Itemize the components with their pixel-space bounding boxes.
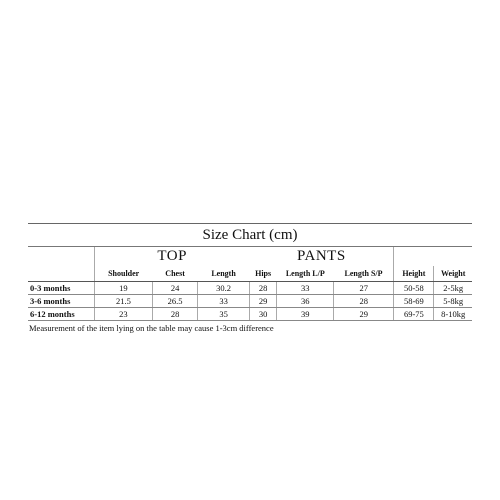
row-label: 6-12 months [28, 308, 94, 321]
table-cell: 27 [334, 282, 394, 295]
table-cell: 28 [249, 282, 276, 295]
table-cell: 33 [277, 282, 334, 295]
table-cell: 21.5 [94, 295, 152, 308]
row-label: 0-3 months [28, 282, 94, 295]
table-row [28, 282, 472, 295]
table-cell: 30 [249, 308, 276, 321]
table-cell: 19 [94, 282, 152, 295]
header-cell-length: Length [198, 266, 250, 282]
table-cell: 33 [198, 295, 250, 308]
header-cell-weight: Weight [434, 266, 472, 282]
table-cell: 69-75 [394, 308, 434, 321]
table-cell: 58-69 [394, 295, 434, 308]
group-spacer [28, 247, 94, 267]
table-cell: 39 [277, 308, 334, 321]
table-cell: 36 [277, 295, 334, 308]
table-cell: 28 [152, 308, 197, 321]
size-chart [28, 223, 472, 333]
header-row [28, 266, 472, 282]
table-cell: 8-10kg [434, 308, 472, 321]
table-cell: 28 [334, 295, 394, 308]
table-cell: 5-8kg [434, 295, 472, 308]
table-row [28, 308, 472, 321]
table-cell: 29 [334, 308, 394, 321]
table-cell: 29 [249, 295, 276, 308]
table-cell: 35 [198, 308, 250, 321]
table-cell: 30.2 [198, 282, 250, 295]
header-cell-chest: Chest [152, 266, 197, 282]
header-cell-shoulder: Shoulder [94, 266, 152, 282]
header-cell-hips: Hips [249, 266, 276, 282]
row-label: 3-6 months [28, 295, 94, 308]
table-cell: 23 [94, 308, 152, 321]
header-cell-length-sp: Length S/P [334, 266, 394, 282]
header-cell-height: Height [394, 266, 434, 282]
chart-title: Size Chart (cm) [28, 224, 472, 247]
table-row [28, 295, 472, 308]
header-cell-size [28, 266, 94, 282]
group-top-label: TOP [157, 248, 187, 264]
header-cell-length-lp: Length L/P [277, 266, 334, 282]
table-cell: 2-5kg [434, 282, 472, 295]
group-spacer-right [394, 247, 472, 267]
measurement-note: Measurement of the item lying on the table may cause 1-3cm difference [29, 323, 274, 333]
size-chart-table [28, 223, 472, 321]
table-cell: 24 [152, 282, 197, 295]
table-cell: 50-58 [394, 282, 434, 295]
group-pants-label: PANTS [249, 247, 393, 267]
table-cell: 26.5 [152, 295, 197, 308]
